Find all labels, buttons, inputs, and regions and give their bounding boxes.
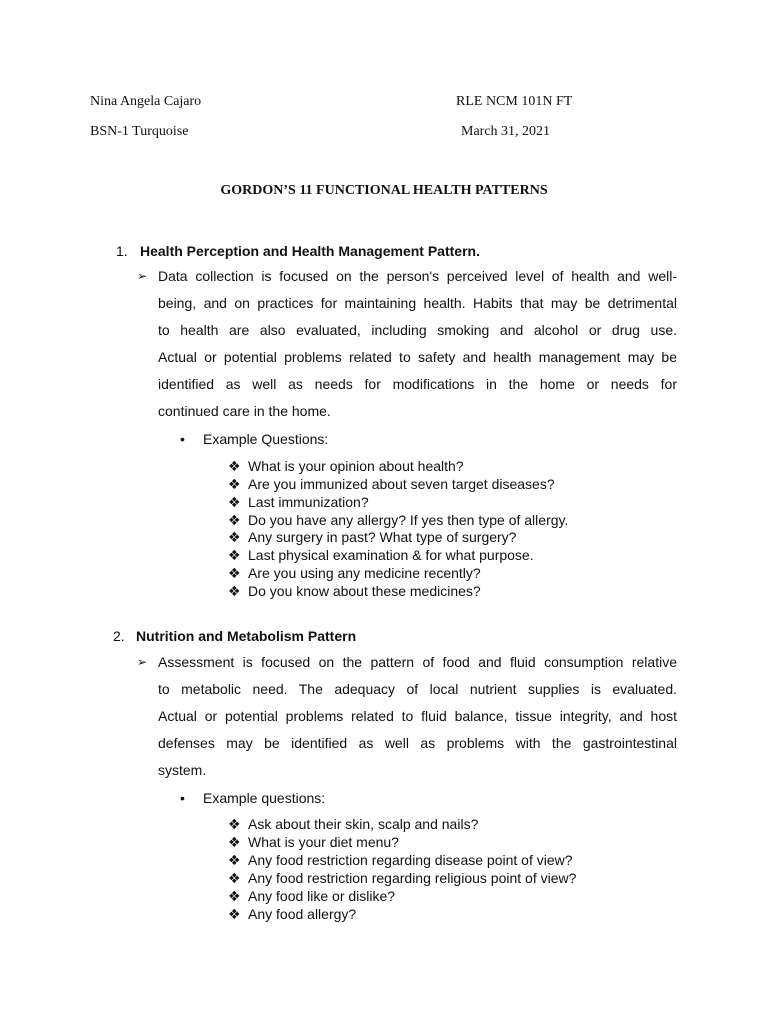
section-1-question: ❖ Any surgery in past? What type of surgery? — [228, 529, 517, 545]
section-1-question: ❖ Last immunization? — [228, 494, 369, 510]
section-2-question: ❖ Any food allergy? — [228, 906, 357, 922]
section-2-question: ❖ Any food like or dislike? — [228, 888, 396, 904]
section-1-question: ❖ Do you have any allergy? If yes then type of allergy. — [228, 512, 569, 528]
document-date: March 31, 2021 — [461, 124, 551, 139]
section-2-paragraph-line: Actual or potential problems related to fluid balance, tissue integrity, and host — [158, 708, 677, 724]
section-1-question: ❖ Last physical examination & for what purpose. — [228, 547, 534, 563]
diamond-bullet-icon: ❖ — [228, 565, 241, 581]
section-1-paragraph-line: Actual or potential problems related to safety and health management may be — [158, 349, 677, 365]
section-1-paragraph-line: to health are also evaluated, including smoking and alcohol or drug use. — [158, 322, 677, 338]
diamond-bullet-icon: ❖ — [228, 547, 241, 563]
diamond-bullet-icon: ❖ — [228, 458, 241, 474]
section-2-examples-label: Example questions: — [203, 790, 326, 806]
diamond-bullet-icon: ❖ — [228, 834, 241, 850]
student-name: Nina Angela Cajaro — [90, 94, 202, 109]
diamond-bullet-icon: ❖ — [228, 906, 241, 922]
diamond-bullet-icon: ❖ — [228, 494, 241, 510]
section-2-number: 2. — [113, 628, 125, 644]
section-1-question: ❖ Do you know about these medicines? — [228, 583, 481, 599]
diamond-bullet-icon: ❖ — [228, 870, 241, 886]
bullet-icon: • — [180, 790, 185, 806]
diamond-bullet-icon: ❖ — [228, 888, 241, 904]
section-2-heading: Nutrition and Metabolism Pattern — [136, 628, 357, 644]
section-2-paragraph-line: Assessment is focused on the pattern of food and fluid consumption relative — [158, 654, 677, 670]
section-2-question: ❖ Any food restriction regarding disease point of view? — [228, 852, 573, 868]
bullet-icon: • — [180, 431, 185, 447]
diamond-bullet-icon: ❖ — [228, 816, 241, 832]
section-1-question: ❖ Are you using any medicine recently? — [228, 565, 481, 581]
section-1-heading: Health Perception and Health Management Pattern. — [140, 243, 480, 259]
diamond-bullet-icon: ❖ — [228, 529, 241, 545]
section-2-question: ❖ Any food restriction regarding religious point of view? — [228, 870, 577, 886]
arrow-bullet-icon: ➢ — [137, 655, 148, 669]
diamond-bullet-icon: ❖ — [228, 476, 241, 492]
section-1-paragraph-line: Data collection is focused on the person's perceived level of health and well- — [158, 268, 677, 284]
section-1-paragraph-line: continued care in the home. — [158, 403, 331, 419]
section-1-question: ❖ Are you immunized about seven target diseases? — [228, 476, 555, 492]
student-section: BSN-1 Turquoise — [90, 124, 189, 139]
section-2-paragraph-line: defenses may be identified as well as problems with the gastrointestinal — [158, 735, 677, 751]
arrow-bullet-icon: ➢ — [137, 269, 148, 283]
section-1-question: ❖ What is your opinion about health? — [228, 458, 464, 474]
section-2-question: ❖ What is your diet menu? — [228, 834, 399, 850]
section-2-paragraph-line: to metabolic need. The adequacy of local nutrient supplies is evaluated. — [158, 681, 677, 697]
section-2-question: ❖ Ask about their skin, scalp and nails? — [228, 816, 479, 832]
course-code: RLE NCM 101N FT — [456, 94, 573, 109]
section-1-paragraph-line: being, and on practices for maintaining health. Habits that may be detrimental — [158, 295, 677, 311]
diamond-bullet-icon: ❖ — [228, 512, 241, 528]
section-2-paragraph-line: system. — [158, 762, 207, 778]
document-title: GORDON’S 11 FUNCTIONAL HEALTH PATTERNS — [220, 183, 548, 198]
diamond-bullet-icon: ❖ — [228, 583, 241, 599]
diamond-bullet-icon: ❖ — [228, 852, 241, 868]
section-1-number: 1. — [116, 243, 128, 259]
section-1-examples-label: Example Questions: — [203, 431, 329, 447]
section-1-paragraph-line: identified as well as needs for modifications in the home or needs for — [158, 376, 677, 392]
